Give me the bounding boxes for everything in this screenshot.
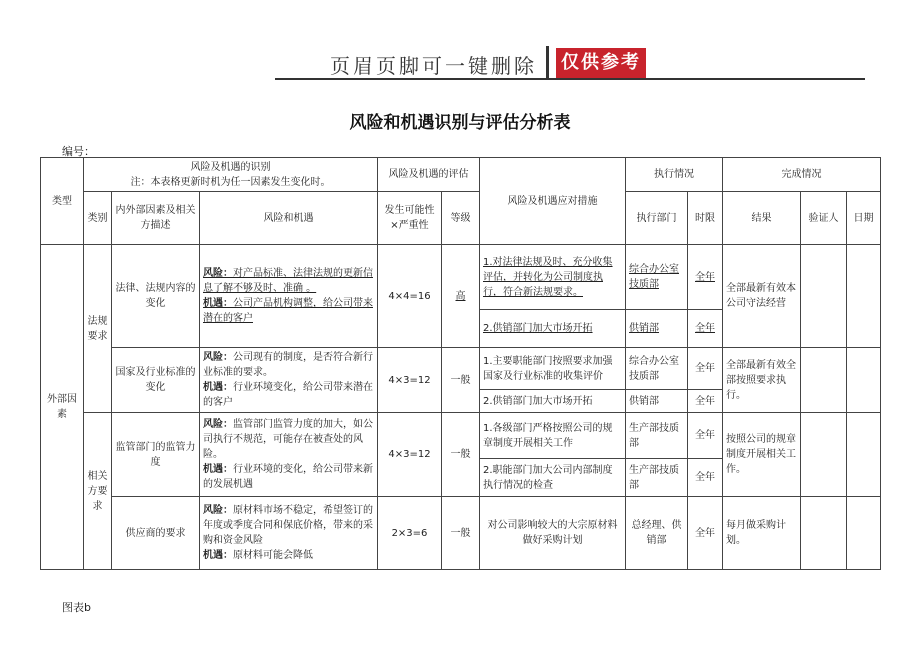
table-row: [41, 348, 881, 390]
result-cell: 每月做采购计划。: [723, 497, 801, 570]
opportunity-text: 行业环境的变化，给公司带来新的发展机遇: [203, 464, 373, 490]
page-header: [0, 0, 920, 90]
category-cell: 法规要求: [84, 245, 112, 413]
header-period: 时限: [688, 192, 723, 245]
header-rule: [275, 78, 865, 80]
factor-cell: 法律、法规内容的变化: [112, 245, 200, 348]
measure-cell: 2.供销部门加大市场开拓: [480, 310, 626, 348]
verifier-cell: [801, 245, 847, 348]
risk-label: 风险：: [203, 352, 233, 363]
opportunity-label: 机遇：: [203, 298, 233, 309]
header-verifier: 验证人: [801, 192, 847, 245]
risk-label: 风险：: [203, 268, 233, 279]
document-number-label: 编号：: [62, 145, 95, 158]
risk-opportunity-cell: [200, 245, 378, 348]
risk-text: 原材料市场不稳定，希望签订的年度或季度合同和保底价格，带来的采购和资金风险: [203, 505, 373, 546]
factor-cell: 监管部门的监管力度: [112, 413, 200, 497]
risk-text: 监管部门监管力度的加大，如公司执行不规范，可能存在被查处的风险。: [203, 419, 373, 460]
header-risk-opportunity: 风险和机遇: [200, 192, 378, 245]
header-category: 类别: [84, 192, 112, 245]
verifier-cell: [801, 497, 847, 570]
type-cell: 外部因素: [41, 245, 84, 570]
document-title: 风险和机遇识别与评估分析表: [349, 113, 571, 133]
score-cell: 4×3=12: [378, 413, 442, 497]
risk-assessment-table: [40, 157, 881, 570]
dept-cell: 总经理、供销部: [626, 497, 688, 570]
header-execution: 执行情况: [626, 158, 723, 192]
risk-opportunity-cell: [200, 413, 378, 497]
risk-label: 风险：: [203, 419, 233, 430]
measure-cell: 2.供销部门加大市场开拓: [480, 390, 626, 413]
measure-cell: 1.对法律法规及时、充分收集评估，并转化为公司制度执行，符合新法规要求。: [480, 245, 626, 310]
measure-cell: 1.主要职能部门按照要求加强国家及行业标准的收集评价: [480, 348, 626, 390]
table-row: [41, 497, 881, 569]
risk-text: 对产品标准、法律法规的更新信息了解不够及时、准确 。: [203, 268, 373, 294]
risk-opportunity-cell: [200, 497, 378, 570]
factor-cell: 供应商的要求: [112, 497, 200, 570]
header-dept: 执行部门: [626, 192, 688, 245]
opportunity-label: 机遇：: [203, 550, 233, 561]
header-level: 等级: [442, 192, 480, 245]
dept-cell: 综合办公室技质部: [626, 245, 688, 310]
date-cell: [847, 497, 881, 570]
period-cell: 全年: [688, 459, 723, 497]
risk-label: 风险：: [203, 505, 233, 516]
factor-cell: 国家及行业标准的变化: [112, 348, 200, 413]
date-cell: [847, 245, 881, 348]
header-possibility: 发生可能性×严重性: [378, 192, 442, 245]
period-cell: 全年: [688, 348, 723, 390]
date-cell: [847, 348, 881, 413]
score-cell: 4×3=12: [378, 348, 442, 413]
dept-cell: 综合办公室技质部: [626, 348, 688, 390]
header-text: 页眉页脚可一键删除: [330, 54, 537, 78]
category-cell: 相关方要求: [84, 413, 112, 570]
period-cell: 全年: [688, 413, 723, 459]
period-cell: 全年: [688, 310, 723, 348]
dept-cell: 供销部: [626, 310, 688, 348]
table-row: [41, 245, 881, 310]
header-result: 结果: [723, 192, 801, 245]
score-cell: 2×3=6: [378, 497, 442, 570]
header-identification: [84, 158, 378, 192]
dept-cell: 生产部技质部: [626, 413, 688, 459]
period-cell: 全年: [688, 245, 723, 310]
table-row: [41, 413, 881, 459]
measure-cell: 对公司影响较大的大宗原材料做好采购计划: [480, 497, 626, 570]
measure-cell: 1.各级部门严格按照公司的规章制度开展相关工作: [480, 413, 626, 459]
verifier-cell: [801, 348, 847, 413]
opportunity-label: 机遇：: [203, 382, 233, 393]
footer-note: 图表b: [62, 601, 91, 614]
dept-cell: 生产部技质部: [626, 459, 688, 497]
identification-note: 注：本表格更新时机为任一因素发生变化时。: [130, 176, 331, 188]
result-cell: 按照公司的规章制度开展相关工作。: [723, 413, 801, 497]
score-cell: 4×4=16: [378, 245, 442, 348]
header-completion: 完成情况: [723, 158, 881, 192]
header-date: 日期: [847, 192, 881, 245]
identification-title: 风险及机遇的识别: [190, 161, 271, 173]
opportunity-text: 行业环境变化，给公司带来潜在的客户: [203, 382, 373, 408]
header-factor: 内外部因素及相关方描述: [112, 192, 200, 245]
header-evaluation: 风险及机遇的评估: [378, 158, 480, 192]
risk-opportunity-cell: [200, 348, 378, 413]
reference-stamp: 仅供参考: [556, 48, 646, 78]
level-cell: 一般: [442, 348, 480, 413]
header-divider: [546, 46, 549, 78]
opportunity-label: 机遇：: [203, 464, 233, 475]
opportunity-text: 公司产品机构调整，给公司带来潜在的客户: [203, 298, 373, 324]
result-cell: 全部最新有效全部按照要求执行。: [723, 348, 801, 413]
result-cell: 全部最新有效本公司守法经营: [723, 245, 801, 348]
period-cell: 全年: [688, 390, 723, 413]
dept-cell: 供销部: [626, 390, 688, 413]
measure-cell: 2.职能部门加大公司内部制度执行情况的检查: [480, 459, 626, 497]
risk-text: 公司现有的制度，是否符合新行业标准的要求。: [203, 352, 373, 378]
verifier-cell: [801, 413, 847, 497]
level-cell: 一般: [442, 413, 480, 497]
date-cell: [847, 413, 881, 497]
level-cell: 高: [442, 245, 480, 348]
level-cell: 一般: [442, 497, 480, 570]
header-measures: 风险及机遇应对措施: [480, 158, 626, 245]
opportunity-text: 原材料可能会降低: [233, 550, 313, 561]
period-cell: 全年: [688, 497, 723, 570]
header-type: 类型: [41, 158, 84, 245]
